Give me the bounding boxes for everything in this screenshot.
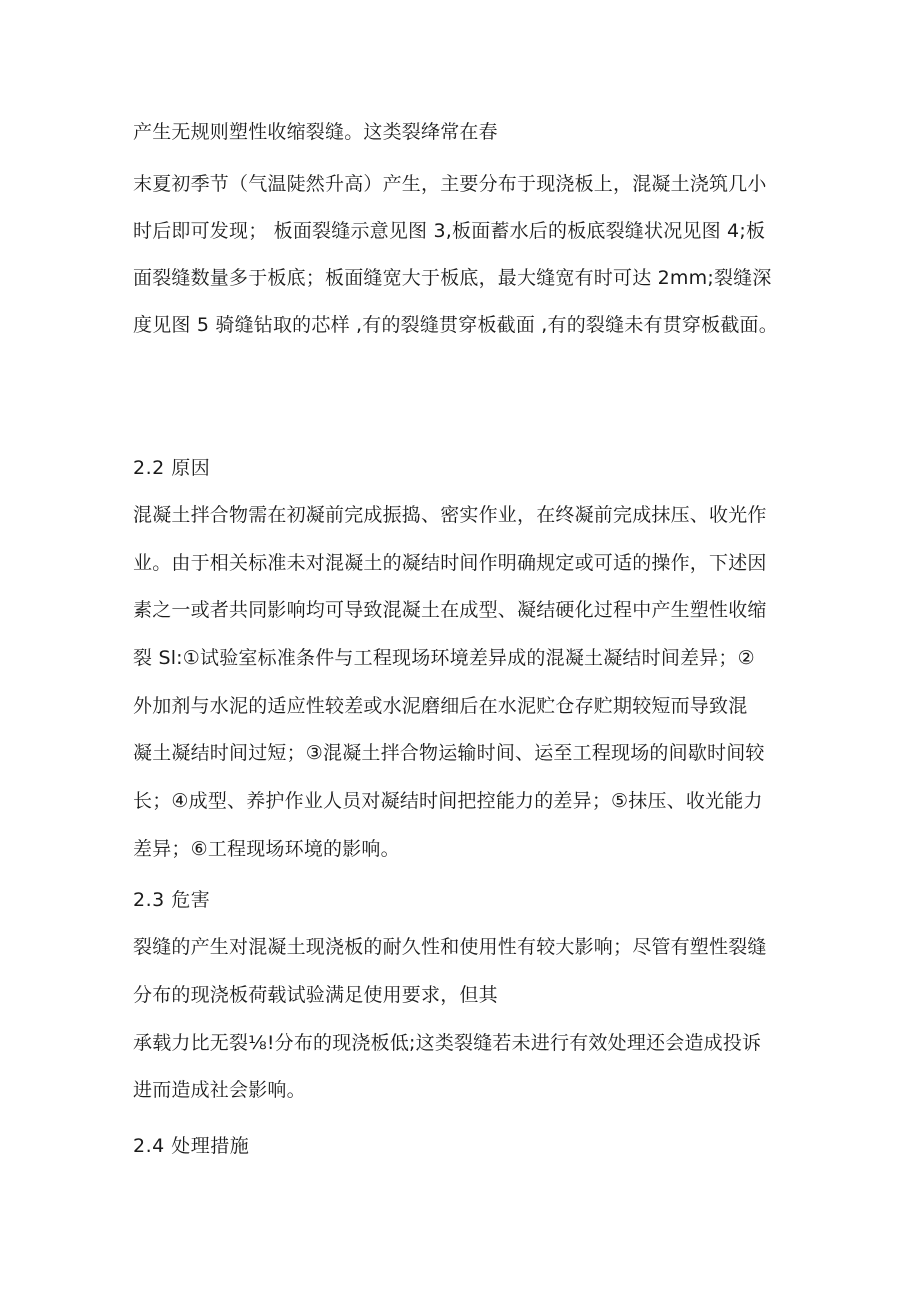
paragraph-line: 裂 Sl:①试验室标准条件与工程现场环境差异成的混凝土凝结时间差异；② <box>133 647 755 669</box>
paragraph-line: 裂缝的产生对混凝土现浇板的耐久性和使用性有较大影响；尽管有塑性裂缝 <box>133 936 767 958</box>
paragraph-line: 长；④成型、养护作业人员对凝结时间把控能力的差异；⑤抹压、收光能力 <box>133 790 763 812</box>
paragraph-line: 素之一或者共同影响均可导致混凝土在成型、凝结硬化过程中产生塑性收缩 <box>133 599 767 621</box>
paragraph-line: 凝土凝结时间过短；③混凝土拌合物运输时间、运至工程现场的间歇时间较 <box>133 742 765 764</box>
paragraph-line: 度见图 5 骑缝钻取的芯样 ,有的裂缝贯穿板截面 ,有的裂缝未有贯穿板截面。 <box>133 314 778 336</box>
paragraph-line: 时后即可发现； 板面裂缝示意见图 3,板面蓄水后的板底裂缝状况见图 4;板 <box>133 220 766 242</box>
section-heading: 2.3 危害 <box>133 889 211 911</box>
section-heading: 2.2 原因 <box>133 457 211 479</box>
paragraph-line: 差异；⑥工程现场环境的影响。 <box>133 838 400 860</box>
section-heading: 2.4 处理措施 <box>133 1135 250 1157</box>
paragraph-line: 进而造成社会影响。 <box>133 1079 306 1101</box>
paragraph-line: 外加剂与水泥的适应性较差或水泥磨细后在水泥贮仓存贮期较短而导致混 <box>133 695 748 717</box>
paragraph-line: 末夏初季节（气温陡然升高）产生，主要分布于现浇板上，混凝土浇筑几小 <box>133 173 767 195</box>
paragraph-line: 承载力比无裂⅛!分布的现浇板低;这类裂缝若未进行有效处理还会造成投诉 <box>133 1032 762 1054</box>
paragraph-line: 业。由于相关标准未对混凝土的凝结时间作明确规定或可适的操作，下述因 <box>133 552 767 574</box>
paragraph-line: 分布的现浇板荷载试验满足使用要求，但其 <box>133 984 498 1006</box>
paragraph-line: 混凝土拌合物需在初凝前完成振捣、密实作业，在终凝前完成抹压、收光作 <box>133 504 767 526</box>
paragraph-line: 面裂缝数量多于板底；板面缝宽大于板底，最大缝宽有时可达 2mm;裂缝深 <box>133 267 772 289</box>
paragraph-line: 产生无规则塑性收缩裂缝。这类裂绛常在春 <box>133 121 498 143</box>
